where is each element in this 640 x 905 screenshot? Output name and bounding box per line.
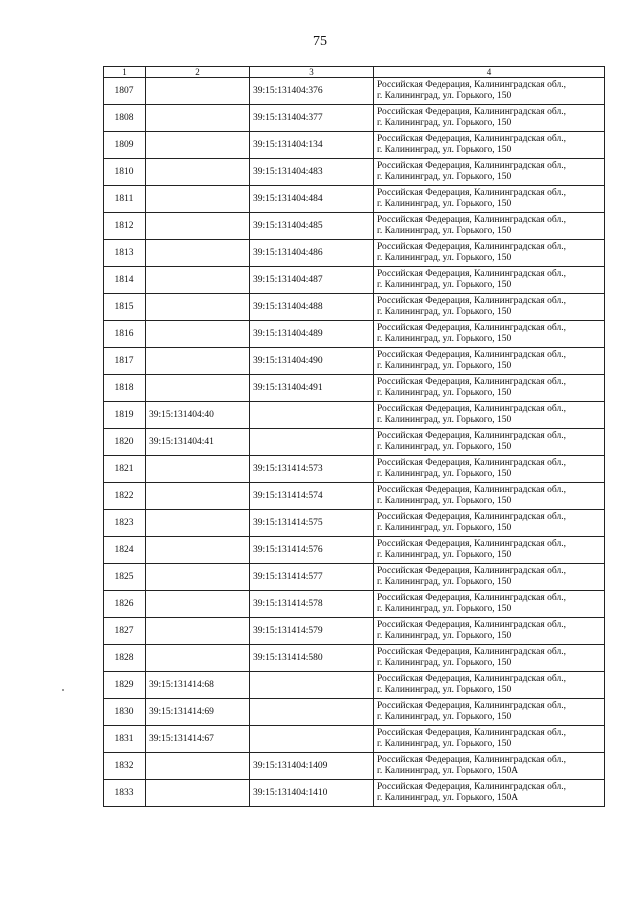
address-line-1: Российская Федерация, Калининградская обл., xyxy=(377,269,566,279)
cadastral-number-col2 xyxy=(146,753,250,780)
address-line-1: Российская Федерация, Калининградская обл., xyxy=(377,728,566,738)
cadastral-number-col3: 39:15:131414:575 xyxy=(250,510,374,537)
cadastral-number-col2: 39:15:131414:69 xyxy=(146,699,250,726)
address-line-2: г. Калининград, ул. Горького, 150 xyxy=(377,253,512,263)
address-line-1: Российская Федерация, Калининградская обл., xyxy=(377,512,566,522)
row-number: 1822 xyxy=(104,483,146,510)
address-cell xyxy=(374,726,605,753)
address-cell xyxy=(374,699,605,726)
address-line-1: Российская Федерация, Калининградская обл., xyxy=(377,242,566,252)
address-line-2: г. Калининград, ул. Горького, 150 xyxy=(377,334,512,344)
table-row xyxy=(104,645,605,672)
scan-mark xyxy=(62,689,64,691)
cadastral-number-col2 xyxy=(146,510,250,537)
cadastral-number-col2 xyxy=(146,564,250,591)
address-line-2: г. Калининград, ул. Горького, 150А xyxy=(377,793,519,803)
address-cell xyxy=(374,375,605,402)
cadastral-number-col3: 39:15:131404:134 xyxy=(250,132,374,159)
address-line-2: г. Калининград, ул. Горького, 150 xyxy=(377,577,512,587)
cadastral-number-col2 xyxy=(146,375,250,402)
row-number: 1827 xyxy=(104,618,146,645)
table-row xyxy=(104,618,605,645)
address-line-1: Российская Федерация, Калининградская обл., xyxy=(377,350,566,360)
column-header-3: 3 xyxy=(250,67,374,78)
address-cell xyxy=(374,294,605,321)
address-line-1: Российская Федерация, Калининградская обл., xyxy=(377,593,566,603)
address-line-1: Российская Федерация, Калининградская обл., xyxy=(377,647,566,657)
address-line-2: г. Калининград, ул. Горького, 150 xyxy=(377,172,512,182)
cadastral-number-col3: 39:15:131404:1409 xyxy=(250,753,374,780)
address-line-2: г. Калининград, ул. Горького, 150 xyxy=(377,280,512,290)
address-cell xyxy=(374,456,605,483)
address-line-1: Российская Федерация, Калининградская обл., xyxy=(377,701,566,711)
address-line-1: Российская Федерация, Калининградская обл., xyxy=(377,161,566,171)
row-number: 1817 xyxy=(104,348,146,375)
address-line-2: г. Калининград, ул. Горького, 150 xyxy=(377,226,512,236)
table-row xyxy=(104,321,605,348)
address-line-2: г. Калининград, ул. Горького, 150 xyxy=(377,361,512,371)
address-line-1: Российская Федерация, Калининградская обл., xyxy=(377,134,566,144)
address-cell xyxy=(374,564,605,591)
cadastral-number-col2 xyxy=(146,483,250,510)
row-number: 1814 xyxy=(104,267,146,294)
address-cell xyxy=(374,213,605,240)
row-number: 1833 xyxy=(104,780,146,807)
cadastral-number-col2 xyxy=(146,159,250,186)
table-row xyxy=(104,159,605,186)
cadastral-number-col3: 39:15:131404:377 xyxy=(250,105,374,132)
table-row xyxy=(104,753,605,780)
address-cell xyxy=(374,618,605,645)
address-line-1: Российская Федерация, Калининградская обл., xyxy=(377,323,566,333)
table-row xyxy=(104,348,605,375)
row-number: 1818 xyxy=(104,375,146,402)
address-cell xyxy=(374,78,605,105)
row-number: 1807 xyxy=(104,78,146,105)
table-row xyxy=(104,375,605,402)
table-row xyxy=(104,186,605,213)
row-number: 1809 xyxy=(104,132,146,159)
table-row xyxy=(104,780,605,807)
cadastral-number-col2 xyxy=(146,537,250,564)
cadastral-number-col2 xyxy=(146,348,250,375)
column-header-4: 4 xyxy=(374,67,605,78)
address-line-2: г. Калининград, ул. Горького, 150 xyxy=(377,496,512,506)
cadastral-table xyxy=(103,66,605,807)
cadastral-number-col3: 39:15:131404:485 xyxy=(250,213,374,240)
address-line-2: г. Калининград, ул. Горького, 150А xyxy=(377,766,519,776)
address-line-1: Российская Федерация, Калининградская обл., xyxy=(377,215,566,225)
table-row xyxy=(104,537,605,564)
cadastral-number-col3: 39:15:131414:573 xyxy=(250,456,374,483)
address-cell xyxy=(374,672,605,699)
address-line-1: Российская Федерация, Калининградская обл., xyxy=(377,188,566,198)
address-cell xyxy=(374,159,605,186)
address-line-2: г. Калининград, ул. Горького, 150 xyxy=(377,739,512,749)
cadastral-number-col3 xyxy=(250,726,374,753)
address-line-2: г. Калининград, ул. Горького, 150 xyxy=(377,307,512,317)
row-number: 1824 xyxy=(104,537,146,564)
row-number: 1813 xyxy=(104,240,146,267)
address-line-2: г. Калининград, ул. Горького, 150 xyxy=(377,442,512,452)
address-line-2: г. Калининград, ул. Горького, 150 xyxy=(377,685,512,695)
cadastral-number-col2 xyxy=(146,186,250,213)
table-row xyxy=(104,240,605,267)
address-cell xyxy=(374,429,605,456)
cadastral-number-col3: 39:15:131404:484 xyxy=(250,186,374,213)
address-cell xyxy=(374,402,605,429)
table-row xyxy=(104,213,605,240)
address-cell xyxy=(374,105,605,132)
table-row xyxy=(104,294,605,321)
address-line-2: г. Калининград, ул. Горького, 150 xyxy=(377,631,512,641)
cadastral-number-col2 xyxy=(146,78,250,105)
cadastral-number-col3: 39:15:131414:576 xyxy=(250,537,374,564)
cadastral-number-col2 xyxy=(146,321,250,348)
table-row xyxy=(104,267,605,294)
table-row xyxy=(104,591,605,618)
cadastral-number-col2: 39:15:131414:67 xyxy=(146,726,250,753)
address-line-2: г. Калининград, ул. Горького, 150 xyxy=(377,91,512,101)
table-row xyxy=(104,699,605,726)
address-line-1: Российская Федерация, Калининградская обл., xyxy=(377,755,566,765)
row-number: 1826 xyxy=(104,591,146,618)
address-line-1: Российская Федерация, Калининградская обл., xyxy=(377,674,566,684)
cadastral-number-col3: 39:15:131404:488 xyxy=(250,294,374,321)
address-line-1: Российская Федерация, Калининградская обл., xyxy=(377,458,566,468)
cadastral-number-col2: 39:15:131414:68 xyxy=(146,672,250,699)
address-cell xyxy=(374,645,605,672)
address-cell xyxy=(374,240,605,267)
cadastral-number-col3: 39:15:131414:577 xyxy=(250,564,374,591)
address-cell xyxy=(374,267,605,294)
address-line-2: г. Калининград, ул. Горького, 150 xyxy=(377,712,512,722)
table-row xyxy=(104,726,605,753)
cadastral-number-col3: 39:15:131404:489 xyxy=(250,321,374,348)
cadastral-number-col3: 39:15:131404:491 xyxy=(250,375,374,402)
cadastral-number-col2 xyxy=(146,645,250,672)
row-number: 1816 xyxy=(104,321,146,348)
cadastral-number-col2 xyxy=(146,618,250,645)
address-cell xyxy=(374,510,605,537)
table-row xyxy=(104,564,605,591)
address-cell xyxy=(374,321,605,348)
cadastral-number-col3: 39:15:131414:580 xyxy=(250,645,374,672)
cadastral-number-col3: 39:15:131414:579 xyxy=(250,618,374,645)
row-number: 1815 xyxy=(104,294,146,321)
cadastral-number-col3 xyxy=(250,672,374,699)
cadastral-number-col2 xyxy=(146,240,250,267)
row-number: 1825 xyxy=(104,564,146,591)
cadastral-number-col3: 39:15:131404:376 xyxy=(250,78,374,105)
column-header-1: 1 xyxy=(104,67,146,78)
row-number: 1832 xyxy=(104,753,146,780)
row-number: 1811 xyxy=(104,186,146,213)
cadastral-number-col2: 39:15:131404:40 xyxy=(146,402,250,429)
table-row xyxy=(104,510,605,537)
cadastral-number-col3 xyxy=(250,402,374,429)
cadastral-number-col2 xyxy=(146,132,250,159)
address-line-2: г. Калининград, ул. Горького, 150 xyxy=(377,118,512,128)
row-number: 1831 xyxy=(104,726,146,753)
cadastral-number-col3: 39:15:131404:487 xyxy=(250,267,374,294)
column-header-2: 2 xyxy=(146,67,250,78)
address-cell xyxy=(374,537,605,564)
cadastral-number-col2 xyxy=(146,591,250,618)
table-row xyxy=(104,672,605,699)
cadastral-number-col2 xyxy=(146,105,250,132)
address-line-1: Российская Федерация, Калининградская обл., xyxy=(377,377,566,387)
address-line-2: г. Калининград, ул. Горького, 150 xyxy=(377,145,512,155)
row-number: 1828 xyxy=(104,645,146,672)
address-line-1: Российская Федерация, Калининградская обл., xyxy=(377,80,566,90)
cadastral-number-col3: 39:15:131404:490 xyxy=(250,348,374,375)
cadastral-number-col2 xyxy=(146,294,250,321)
cadastral-number-col3 xyxy=(250,429,374,456)
table-row xyxy=(104,132,605,159)
row-number: 1810 xyxy=(104,159,146,186)
address-line-2: г. Калининград, ул. Горького, 150 xyxy=(377,604,512,614)
address-cell xyxy=(374,186,605,213)
cadastral-number-col3: 39:15:131414:574 xyxy=(250,483,374,510)
table-row xyxy=(104,483,605,510)
table-row xyxy=(104,78,605,105)
address-line-2: г. Калининград, ул. Горького, 150 xyxy=(377,199,512,209)
cadastral-number-col3 xyxy=(250,699,374,726)
row-number: 1819 xyxy=(104,402,146,429)
row-number: 1830 xyxy=(104,699,146,726)
table-header-row xyxy=(104,67,605,78)
row-number: 1820 xyxy=(104,429,146,456)
address-cell xyxy=(374,753,605,780)
row-number: 1812 xyxy=(104,213,146,240)
address-line-2: г. Калининград, ул. Горького, 150 xyxy=(377,388,512,398)
cadastral-number-col2 xyxy=(146,456,250,483)
table-row xyxy=(104,456,605,483)
address-line-2: г. Калининград, ул. Горького, 150 xyxy=(377,469,512,479)
address-cell xyxy=(374,132,605,159)
address-line-1: Российская Федерация, Калининградская обл., xyxy=(377,431,566,441)
table-row xyxy=(104,429,605,456)
address-line-2: г. Калининград, ул. Горького, 150 xyxy=(377,523,512,533)
cadastral-number-col3: 39:15:131414:578 xyxy=(250,591,374,618)
address-line-2: г. Калининград, ул. Горького, 150 xyxy=(377,658,512,668)
address-line-1: Российская Федерация, Калининградская обл., xyxy=(377,566,566,576)
row-number: 1829 xyxy=(104,672,146,699)
address-line-2: г. Калининград, ул. Горького, 150 xyxy=(377,415,512,425)
address-line-1: Российская Федерация, Калининградская обл., xyxy=(377,620,566,630)
row-number: 1821 xyxy=(104,456,146,483)
row-number: 1823 xyxy=(104,510,146,537)
address-line-2: г. Калининград, ул. Горького, 150 xyxy=(377,550,512,560)
address-line-1: Российская Федерация, Калининградская обл., xyxy=(377,296,566,306)
address-line-1: Российская Федерация, Калининградская обл., xyxy=(377,404,566,414)
cadastral-number-col3: 39:15:131404:483 xyxy=(250,159,374,186)
cadastral-number-col2: 39:15:131404:41 xyxy=(146,429,250,456)
address-cell xyxy=(374,780,605,807)
cadastral-number-col3: 39:15:131404:1410 xyxy=(250,780,374,807)
page-number: 75 xyxy=(313,34,327,49)
address-cell xyxy=(374,591,605,618)
cadastral-number-col2 xyxy=(146,267,250,294)
table-body xyxy=(104,78,605,807)
cadastral-number-col2 xyxy=(146,780,250,807)
table-row xyxy=(104,105,605,132)
address-cell xyxy=(374,348,605,375)
cadastral-number-col3: 39:15:131404:486 xyxy=(250,240,374,267)
address-line-1: Российская Федерация, Калининградская обл., xyxy=(377,485,566,495)
address-line-1: Российская Федерация, Калининградская обл., xyxy=(377,107,566,117)
table-row xyxy=(104,402,605,429)
address-cell xyxy=(374,483,605,510)
cadastral-number-col2 xyxy=(146,213,250,240)
address-line-1: Российская Федерация, Калининградская обл., xyxy=(377,782,566,792)
address-line-1: Российская Федерация, Калининградская обл., xyxy=(377,539,566,549)
row-number: 1808 xyxy=(104,105,146,132)
